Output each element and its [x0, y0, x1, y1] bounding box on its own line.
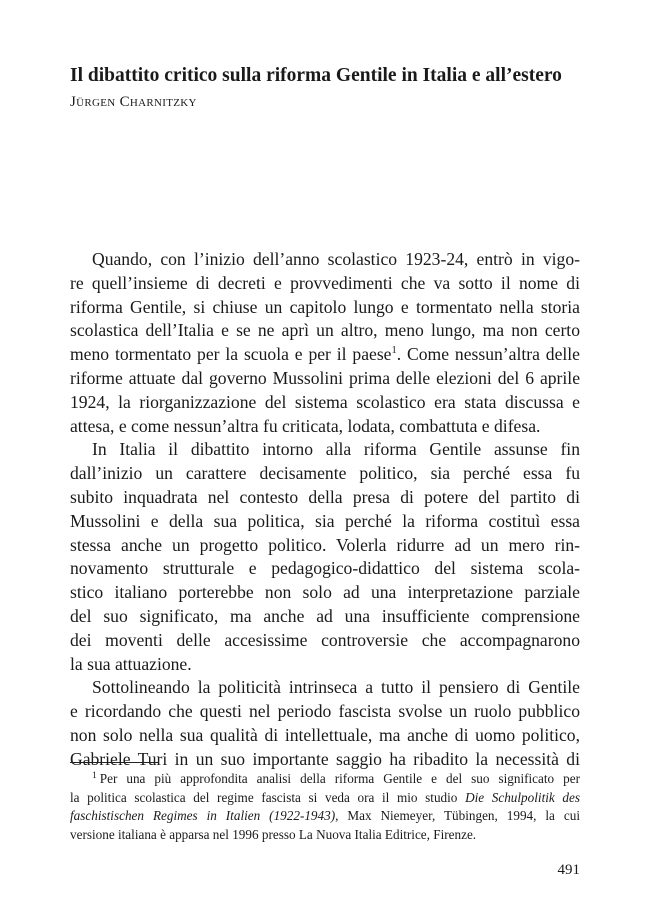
text-segment: Max Niemeyer, Tübingen, 1994, la cui: [338, 808, 580, 824]
book-title-italic: faschistischen Regimes in Italien (1922-1943),: [70, 808, 339, 824]
footnote-line: [70, 770, 580, 789]
text-line: stessa anche un progetto politico. Volerla ridurre ad un mero rin-: [70, 534, 580, 555]
page-number: 491: [557, 862, 580, 878]
text-line: riforme attuate dal governo Mussolini prima delle elezioni del 6 aprile: [70, 367, 580, 388]
page: [70, 0, 580, 917]
footnote-reference: 1: [391, 345, 397, 357]
author-name: Jürgen Charnitzky: [70, 94, 197, 110]
text-line: la sua attuazione.: [70, 653, 192, 674]
text-line: del suo significato, ma anche ad una insufficiente comprensione: [70, 605, 580, 626]
footnote-line: [70, 789, 580, 808]
text-line: dei moventi delle accesissime controversie che accompagnarono: [70, 629, 580, 650]
text-line: Sottolineando la politicità intrinseca a tutto il pensiero di Gentile: [92, 677, 580, 698]
paragraph-2: [70, 438, 580, 676]
text-line: dall’inizio un carattere decisamente politico, sia perché essa fu: [70, 463, 580, 484]
footnote-line: versione italiana è apparsa nel 1996 presso La Nuova Italia Editrice, Firenze.: [70, 826, 477, 842]
paragraph-3: [70, 676, 580, 771]
text-line: riforma Gentile, si chiuse un capitolo lungo e tormentato nella storia: [70, 296, 580, 317]
text-line: e ricordando che questi nel periodo fascista svolse un ruolo pubblico: [70, 701, 580, 722]
text-line: non solo nella sua qualità di intellettuale, ma anche di uomo politico,: [70, 724, 580, 745]
text-line: subito inquadrata nel contesto della presa di potere del partito di: [70, 486, 580, 507]
text-segment: Per una più approfondita analisi della riforma Gentile e del suo significato per: [99, 771, 580, 786]
text-segment: la politica scolastica del regime fascista si veda ora il mio studio: [70, 789, 466, 805]
text-line: attesa, e come nessun’altra fu criticata, lodata, combattuta e difesa.: [70, 415, 541, 436]
footnote-number: 1: [92, 770, 97, 781]
text-segment: . Come nessun’altra delle: [396, 344, 580, 365]
text-line: Gabriele Turi in un suo importante saggio ha ribadito la necessità di: [70, 748, 580, 769]
footnote-divider: [70, 762, 158, 763]
paragraph-1: [70, 248, 580, 438]
footnote-line: [70, 807, 580, 826]
text-line: [70, 343, 580, 367]
text-line: Mussolini e della sua politica, sia perché la riforma costituì essa: [70, 510, 580, 531]
footnote: [70, 770, 580, 844]
book-title-italic: Die Schulpolitik des: [465, 789, 580, 805]
article-title: Il dibattito critico sulla riforma Gentile in Italia e all’estero: [70, 65, 562, 86]
text-line: In Italia il dibattito intorno alla riforma Gentile assunse fin: [92, 439, 580, 460]
text-segment: meno tormentato per la scuola e per il paese: [70, 344, 392, 365]
text-line: Quando, con l’inizio dell’anno scolastico 1923-24, entrò in vigo-: [92, 249, 580, 269]
text-line: re quell’insieme di decreti e provvedimenti che va sotto il nome di: [70, 272, 580, 293]
text-line: 1924, la riorganizzazione del sistema scolastico era stata discussa e: [70, 391, 580, 412]
text-line: stico italiano porterebbe non solo ad una interpretazione parziale: [70, 582, 580, 603]
text-line: scolastica dell’Italia e se ne aprì un altro, meno lungo, ma non certo: [70, 320, 580, 341]
body-text: [70, 248, 580, 772]
text-line: novamento strutturale e pedagogico-didattico del sistema scola-: [70, 558, 580, 579]
